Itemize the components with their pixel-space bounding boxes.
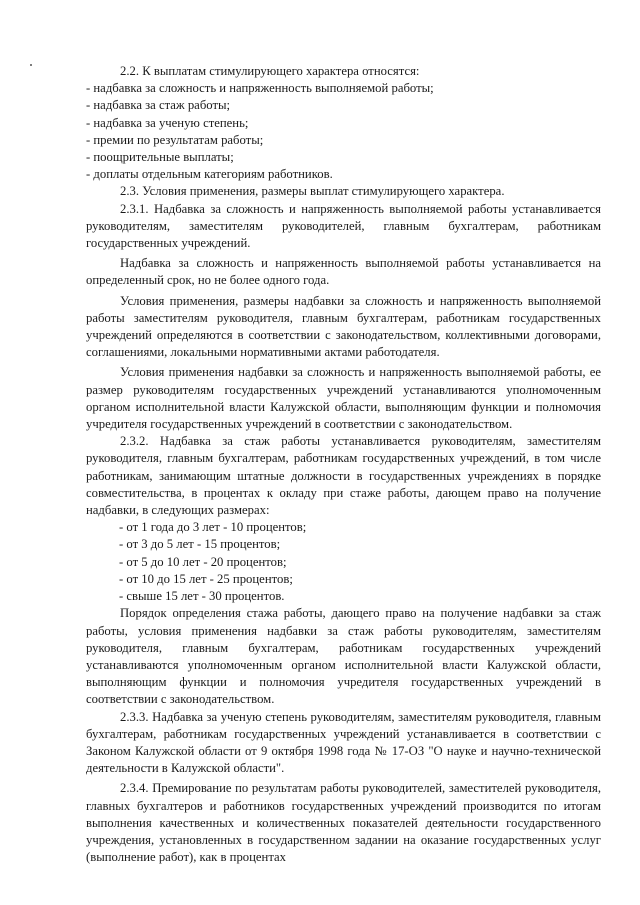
paragraph-2-3-1: 2.3.1. Надбавка за сложность и напряженность выполняемой работы устанавливается руководителям, заместителям руководителей, главным бухгалтерам, работникам государственных учреждений. bbox=[86, 201, 601, 251]
paragraph-2-3-2: 2.3.2. Надбавка за стаж работы устанавливается руководителям, заместителям руководителя, главным бухгалтерам, работникам государственных учреждений, в том числе работникам, занимающим штатные должности в государственных учреждениях в порядке совместительства, в процентах к окладу при стаже работы, дающем право на получение надбавки, в следующих размерах: bbox=[86, 434, 601, 518]
list-item: - надбавка за сложность и напряженность выполняемой работы; bbox=[86, 81, 434, 96]
paragraph-2-3-4: 2.3.4. Премирование по результатам работы руководителей, заместителей руководителя, главных бухгалтеров и работников государственных учреждений производится по итогам выполнения качественных и количественных показателей деятельности государственного учреждения, установленных в государственном задании на оказание государственных услуг (выполнение работ), как в процентах bbox=[86, 781, 601, 865]
paragraph-2-3-1-heads: Условия применения надбавки за сложность и напряженность выполняемой работы, ее размер руководителям государственных учреждений устанавливаются уполномоченным органом исполнительной власти Калужской области, выполняющим функции и полномочия учредителя государственных учреждений в соответствии с законодательством. bbox=[86, 365, 601, 432]
list-item: - доплаты отдельным категориям работников. bbox=[86, 167, 333, 182]
list-item: - свыше 15 лет - 30 процентов. bbox=[119, 589, 285, 604]
list-item: - от 10 до 15 лет - 25 процентов; bbox=[119, 571, 293, 586]
list-item: - надбавка за стаж работы; bbox=[86, 98, 231, 113]
section-2-3-heading: 2.3. Условия применения, размеры выплат стимулирующего характера. bbox=[120, 184, 505, 199]
list-item: - от 3 до 5 лет - 15 процентов; bbox=[119, 537, 281, 552]
paragraph-2-3-3: 2.3.3. Надбавка за ученую степень руководителям, заместителям руководителя, главным бухгалтерам, работникам государственных учреждений устанавливается в соответствии с Законом Калужской области от 9 октября 1998 года № 17-ОЗ "О науке и научно-технической деятельности в Калужской области". bbox=[86, 709, 601, 776]
list-item: - надбавка за ученую степень; bbox=[86, 115, 249, 130]
paragraph-2-3-1-term: Надбавка за сложность и напряженность выполняемой работы устанавливается на определенный срок, но не более одного года. bbox=[86, 256, 601, 288]
list-item: - от 1 года до 3 лет - 10 процентов; bbox=[119, 520, 307, 535]
list-item: - премии по результатам работы; bbox=[86, 132, 264, 147]
list-item: - поощрительные выплаты; bbox=[86, 150, 234, 165]
section-2-2-heading: 2.2. К выплатам стимулирующего характера относятся: bbox=[120, 64, 420, 78]
document-body bbox=[86, 63, 601, 866]
list-item: - от 5 до 10 лет - 20 процентов; bbox=[119, 554, 287, 569]
paragraph-2-3-1-conditions: Условия применения, размеры надбавки за сложность и напряженность выполняемой работы заместителям руководителя, главным бухгалтерам, работникам государственных учреждений определяются в соответствии с законодательством, коллективными договорами, соглашениями, локальными нормативными актами работодателя. bbox=[86, 293, 601, 360]
scan-speck bbox=[30, 64, 32, 66]
paragraph-2-3-2-order: Порядок определения стажа работы, дающего право на получение надбавки за стаж работы, условия применения надбавки за стаж работы руководителям, заместителям руководителя, главным бухгалтерам, работникам государственных учреждений устанавливаются уполномоченным органом исполнительной власти Калужской области, выполняющим функции и полномочия учредителя государственных учреждений в соответствии с законодательством. bbox=[86, 606, 601, 707]
